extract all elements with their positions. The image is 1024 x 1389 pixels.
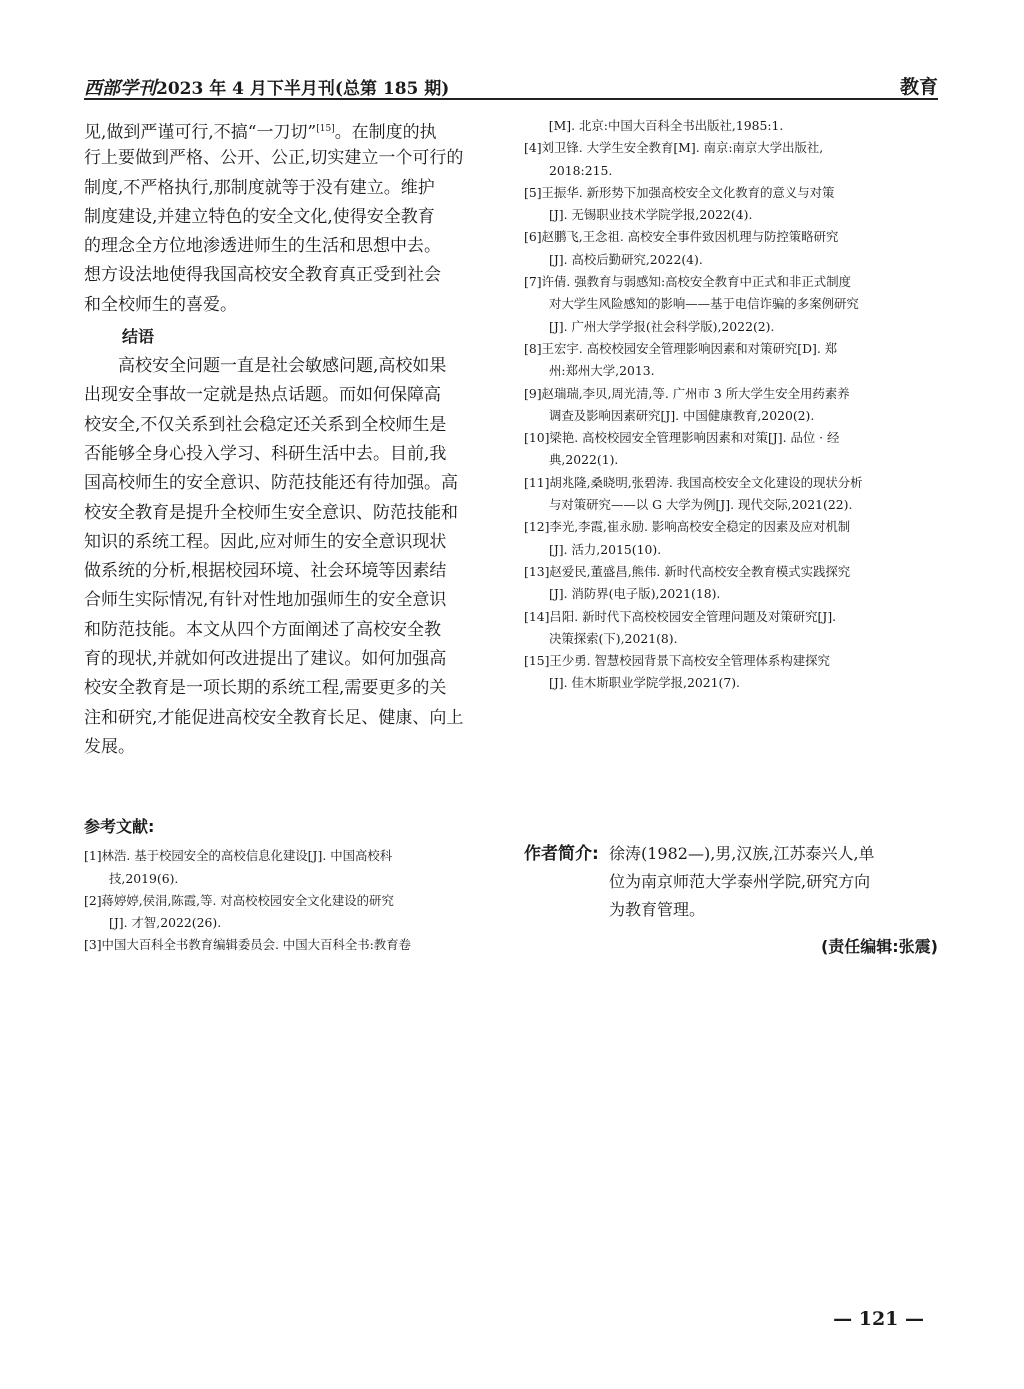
reference-item	[524, 226, 938, 271]
references-list-left	[84, 845, 498, 956]
body-text: 。在制度的执	[334, 122, 437, 143]
reference-line: 典,2022(1).	[549, 452, 619, 468]
section-name: 教育	[899, 76, 938, 98]
journal-issue	[84, 74, 449, 100]
reference-line: [8]王宏宇. 高校校园安全管理影响因素和对策研究[D]. 郑	[524, 340, 838, 356]
body-line: 制度,不严格执行,那制度就等于没有建立。维护	[84, 177, 435, 198]
reference-line: [4]刘卫锋. 大学生安全教育[M]. 南京:南京大学出版社,	[524, 140, 824, 156]
reference-item	[524, 472, 938, 517]
reference-line: 2018:215.	[549, 162, 613, 178]
reference-item	[524, 115, 938, 137]
journal-logo: 西部学刊	[84, 78, 156, 99]
body-line: 做系统的分析,根据校园环境、社会环境等因素结	[84, 561, 447, 582]
body-line: 的理念全方位地渗透进师生的生活和思想中去。	[84, 236, 441, 257]
author-label: 作者简介:	[524, 844, 599, 864]
references-list-right	[524, 115, 938, 695]
body-line: 育的现状,并就如何改进提出了建议。如何加强高	[84, 649, 447, 670]
body-text: 见,做到严谨可行,不搞“一刀切”	[84, 122, 317, 143]
reference-item	[84, 890, 498, 935]
author-line: 为教育管理。	[609, 900, 706, 919]
reference-line: [12]李光,李霞,崔永励. 影响高校安全稳定的因素及应对机制	[524, 519, 851, 535]
reference-line: [9]赵瑞瑞,李贝,周光清,等. 广州市 3 所大学生安全用药素养	[524, 385, 850, 401]
reference-line: [J]. 佳木斯职业学院学报,2021(7).	[549, 675, 740, 691]
references-heading: 参考文献:	[84, 817, 155, 837]
body-line: 校安全教育是一项长期的系统工程,需要更多的关	[84, 678, 447, 699]
reference-line: [J]. 广州大学学报(社会科学版),2022(2).	[549, 318, 775, 334]
conclusion-heading: 结语	[122, 327, 155, 347]
page-number: — 121 —	[833, 1308, 924, 1330]
reference-line: [M]. 北京:中国大百科全书出版社,1985:1.	[524, 118, 784, 133]
body-line: 国高校师生的安全意识、防范技能还有待加强。高	[84, 473, 458, 494]
header-rule	[84, 98, 938, 100]
body-line: 校安全,不仅关系到社会稳定还关系到全校师生是	[84, 414, 447, 435]
body-line: 出现安全事故一定就是热点话题。而如何保障高	[84, 385, 441, 406]
reference-line: 技,2019(6).	[109, 870, 179, 886]
body-line: 和全校师生的喜爱。	[84, 294, 237, 315]
reference-line: [10]梁艳. 高校校园安全管理影响因素和对策[J]. 品位 · 经	[524, 430, 840, 446]
body-line: 高校安全问题一直是社会敏感问题,高校如果	[84, 356, 447, 377]
issue-info: 2023 年 4 月下半月刊(总第 185 期)	[156, 79, 450, 99]
responsible-editor: (责任编辑:张震)	[820, 937, 938, 956]
body-line: 否能够全身心投入学习、科研生活中去。目前,我	[84, 443, 447, 464]
reference-item	[524, 516, 938, 561]
right-column	[524, 115, 938, 695]
reference-line: [2]蒋婷婷,侯涓,陈霞,等. 对高校校园安全文化建设的研究	[84, 892, 394, 908]
author-line: 徐涛(1982—),男,汉族,江苏泰兴人,单	[609, 844, 875, 863]
reference-item	[84, 845, 498, 890]
reference-line: 与对策研究——以 G 大学为例[J]. 现代交际,2021(22).	[549, 497, 853, 513]
reference-line: [5]王振华. 新形势下加强高校安全文化教育的意义与对策	[524, 184, 835, 200]
body-line: 想方设法地使得我国高校安全教育真正受到社会	[84, 265, 441, 286]
body-line: 知识的系统工程。因此,应对师生的安全意识现状	[84, 531, 447, 552]
body-line: 发展。	[84, 736, 135, 757]
body-line: 校安全教育是提升全校师生安全意识、防范技能和	[84, 502, 458, 523]
body-line: 行上要做到严格、公开、公正,切实建立一个可行的	[84, 148, 464, 169]
reference-item	[524, 427, 938, 472]
citation-mark: [15]	[316, 124, 335, 134]
reference-item	[524, 338, 938, 383]
body-line: 合师生实际情况,有针对性地加强师生的安全意识	[84, 590, 447, 611]
reference-line: [J]. 才智,2022(26).	[109, 915, 222, 931]
body-line: 注和研究,才能促进高校安全教育长足、健康、向上	[84, 707, 464, 728]
reference-line: 对大学生风险感知的影响——基于电信诈骗的多案例研究	[549, 296, 859, 312]
reference-line: [J]. 消防界(电子版),2021(18).	[549, 586, 721, 602]
reference-item	[524, 650, 938, 695]
reference-line: [J]. 无锡职业技术学院学报,2022(4).	[549, 207, 753, 223]
reference-line: [6]赵鹏飞,王念祖. 高校安全事件致因机理与防控策略研究	[524, 229, 839, 245]
reference-line: 州:郑州大学,2013.	[549, 363, 655, 379]
reference-item	[524, 137, 938, 182]
reference-item	[84, 934, 498, 956]
reference-item	[524, 271, 938, 338]
reference-line: [J]. 活力,2015(10).	[549, 541, 662, 557]
body-line: 制度建设,并建立特色的安全文化,使得安全教育	[84, 206, 435, 227]
reference-line: [3]中国大百科全书教育编辑委员会. 中国大百科全书:教育卷	[84, 937, 411, 953]
reference-item	[524, 606, 938, 651]
reference-line: 决策探索(下),2021(8).	[549, 630, 678, 646]
reference-line: [11]胡兆隆,桑晓明,张碧涛. 我国高校安全文化建设的现状分析	[524, 474, 863, 490]
reference-line: [J]. 高校后勤研究,2022(4).	[549, 251, 703, 267]
reference-line: [1]林浩. 基于校园安全的高校信息化建设[J]. 中国高校科	[84, 848, 393, 864]
reference-line: [13]赵爱民,董盛昌,熊伟. 新时代高校安全教育模式实践探究	[524, 563, 851, 579]
reference-line: [14]吕阳. 新时代下高校校园安全管理问题及对策研究[J].	[524, 608, 837, 624]
reference-line: [7]许倩. 强教育与弱感知:高校安全教育中正式和非正式制度	[524, 274, 851, 290]
body-line	[84, 115, 498, 144]
reference-item	[524, 561, 938, 606]
reference-line: [15]王少勇. 智慧校园背景下高校安全管理体系构建探究	[524, 653, 830, 669]
conclusion-paragraph	[84, 352, 498, 762]
author-text	[609, 840, 939, 924]
reference-item	[524, 182, 938, 227]
author-line: 位为南京师范大学泰州学院,研究方向	[609, 872, 871, 891]
running-header	[84, 70, 938, 100]
body-paragraph	[84, 115, 498, 320]
body-line: 和防范技能。本文从四个方面阐述了高校安全教	[84, 619, 441, 640]
reference-item	[524, 383, 938, 428]
reference-line: 调查及影响因素研究[J]. 中国健康教育,2020(2).	[549, 407, 815, 423]
left-column	[84, 115, 498, 957]
